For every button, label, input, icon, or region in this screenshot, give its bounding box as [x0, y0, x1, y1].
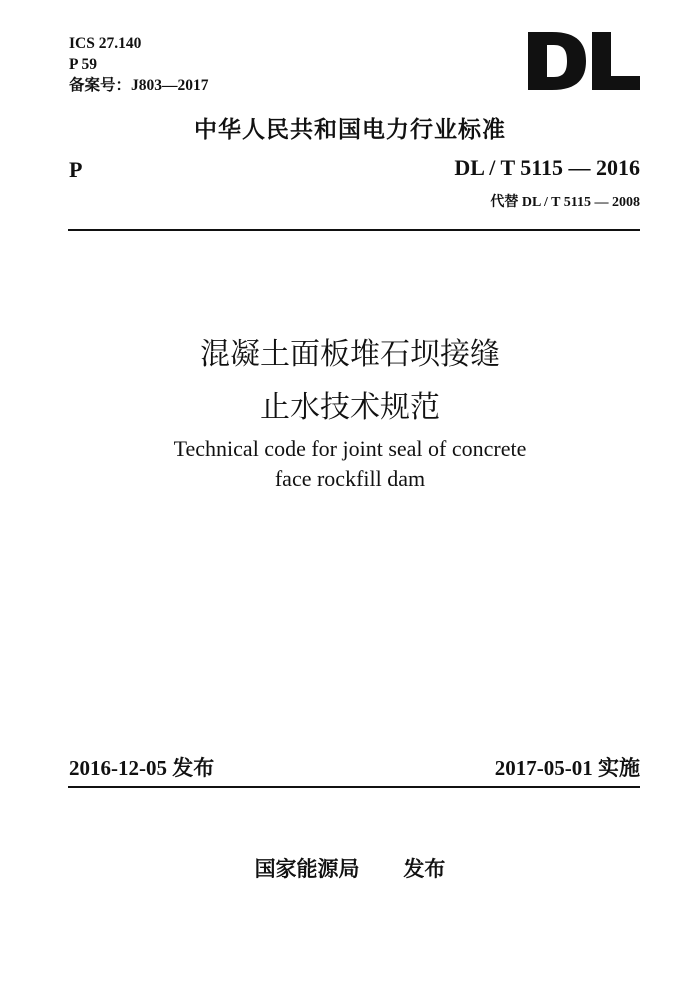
- classification-letter: P: [69, 157, 83, 182]
- ccs-code: P 59: [69, 56, 97, 73]
- publisher: 国家能源局 发布: [254, 857, 446, 881]
- standard-number: DL / T 5115 — 2016: [454, 155, 640, 180]
- top-divider: [68, 229, 640, 231]
- title-cn-line-1: 混凝土面板堆石坝接缝: [200, 337, 500, 372]
- dl-logo: [528, 32, 640, 90]
- replaces-standard: 代替 DL / T 5115 — 2008: [490, 195, 640, 210]
- title-en-line-2: face rockfill dam: [274, 466, 426, 491]
- bottom-divider: [68, 786, 640, 788]
- classification-meta: [69, 33, 209, 96]
- title-cn-line-2: 止水技术规范: [260, 390, 440, 425]
- record-number: 备案号：J803—2017: [69, 77, 209, 94]
- implementation-date: 2017-05-01 实施: [494, 756, 640, 780]
- issue-date: 2016-12-05 发布: [69, 756, 215, 780]
- ics-code: ICS 27.140: [69, 35, 142, 52]
- title-en-line-1: Technical code for joint seal of concrete: [173, 436, 527, 461]
- standard-type-heading: 中华人民共和国电力行业标准: [194, 117, 506, 143]
